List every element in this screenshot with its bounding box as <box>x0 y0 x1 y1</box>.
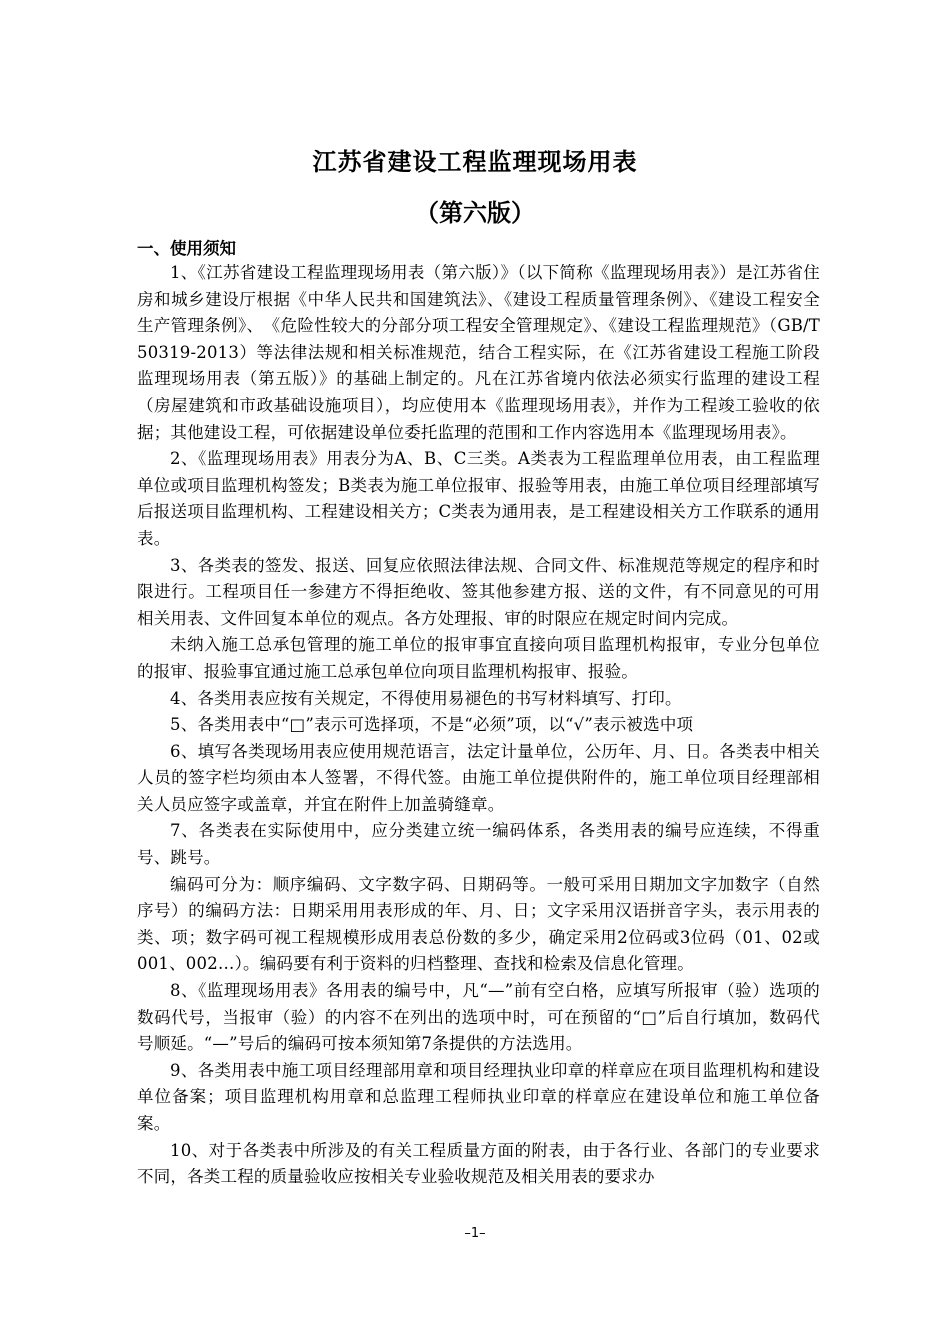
paragraph-3-supplement: 未纳入施工总承包管理的施工单位的报审事宜直接向项目监理机构报审，专业分包单位的报审、报验事宜通过施工总承包单位向项目监理机构报审、报验。 <box>137 635 820 681</box>
paragraph-9: 9、各类用表中施工项目经理部用章和项目经理执业印章的样章应在项目监理机构和建设单位备案；项目监理机构用章和总监理工程师执业印章的样章应在建设单位和施工单位备案。 <box>137 1060 820 1133</box>
paragraph-8: 8、《监理现场用表》各用表的编号中，凡“—”前有空白格，应填写所报审（验）选项的数码代号，当报审（验）的内容不在列出的选项中时，可在预留的“□”后自行填加，数码代号顺延。“—”号后的编码可按本须知第7条提供的方法选用。 <box>137 981 820 1054</box>
page-number: –1– <box>464 1226 486 1241</box>
paragraph-6: 6、填写各类现场用表应使用规范语言，法定计量单位，公历年、月、日。各类表中相关人员的签字栏均须由本人签署，不得代签。由施工单位提供附件的，施工单位项目经理部相关人员应签字或盖章，并宜在附件上加盖骑缝章。 <box>137 741 820 814</box>
paragraph-7-supplement: 编码可分为：顺序编码、文字数字码、日期码等。一般可采用日期加文字加数字（自然序号）的编码方法：日期采用用表形成的年、月、日；文字采用汉语拼音字头，表示用表的类、项；数字码可视工程规模形成用表总份数的多少，确定采用2位码或3位码（01、02或001、002…）。编码要有利于资料的归档整理、查找和检索及信息化管理。 <box>137 874 820 974</box>
body-text <box>137 260 820 1191</box>
paragraph-4: 4、各类用表应按有关规定，不得使用易褪色的书写材料填写、打印。 <box>170 688 682 708</box>
paragraph-1: 1、《江苏省建设工程监理现场用表（第六版）》（以下简称《监理现场用表》）是江苏省住房和城乡建设厅根据《中华人民共和国建筑法》、《建设工程质量管理条例》、《建设工程安全生产管理条例》、 《危险性较大的分部分项工程安全管理规定》、《建设工程监理规范》（GB/T 50319-2013）等法律法规和相关标准规范，结合工程实际，在《江苏省建设工程施工阶段监理现场用表（第五版）》的基础上制定的。凡在江苏省境内依法必须实行监理的建设工程（房屋建筑和市政基础设施项目），均应使用本《监理现场用表》，并作为工程竣工验收的依据；其他建设工程，可依据建设单位委托监理的范围和工作内容选用本《监理现场用表》。 <box>137 263 820 442</box>
section-heading: 一、使用须知 <box>137 239 236 258</box>
paragraph-10: 10、对于各类表中所涉及的有关工程质量方面的附表，由于各行业、各部门的专业要求不同，各类工程的质量验收应按相关专业验收规范及相关用表的要求办 <box>137 1140 820 1187</box>
paragraph-2: 2、《监理现场用表》用表分为A、B、C三类。A类表为工程监理单位用表，由工程监理单位或项目监理机构签发；B类表为施工单位报审、报验等用表，由施工单位项目经理部填写后报送项目监理机构、工程建设相关方；C类表为通用表，是工程建设相关方工作联系的通用表。 <box>137 449 820 548</box>
paragraph-7: 7、各类表在实际使用中，应分类建立统一编码体系，各类用表的编号应连续，不得重号、跳号。 <box>137 821 820 868</box>
paragraph-5: 5、各类用表中“□”表示可选择项，不是“必须”项，以“√”表示被选中项 <box>170 715 694 735</box>
document-title: 江苏省建设工程监理现场用表 <box>312 148 638 176</box>
paragraph-3: 3、各类表的签发、报送、回复应依照法律法规、合同文件、标准规范等规定的程序和时限进行。工程项目任一参建方不得拒绝收、签其他参建方报、送的文件，有不同意见的可用相关用表、文件回复本单位的观点。各方处理报、审的时限应在规定时间内完成。 <box>137 555 820 628</box>
document-subtitle: （第六版） <box>415 199 535 227</box>
